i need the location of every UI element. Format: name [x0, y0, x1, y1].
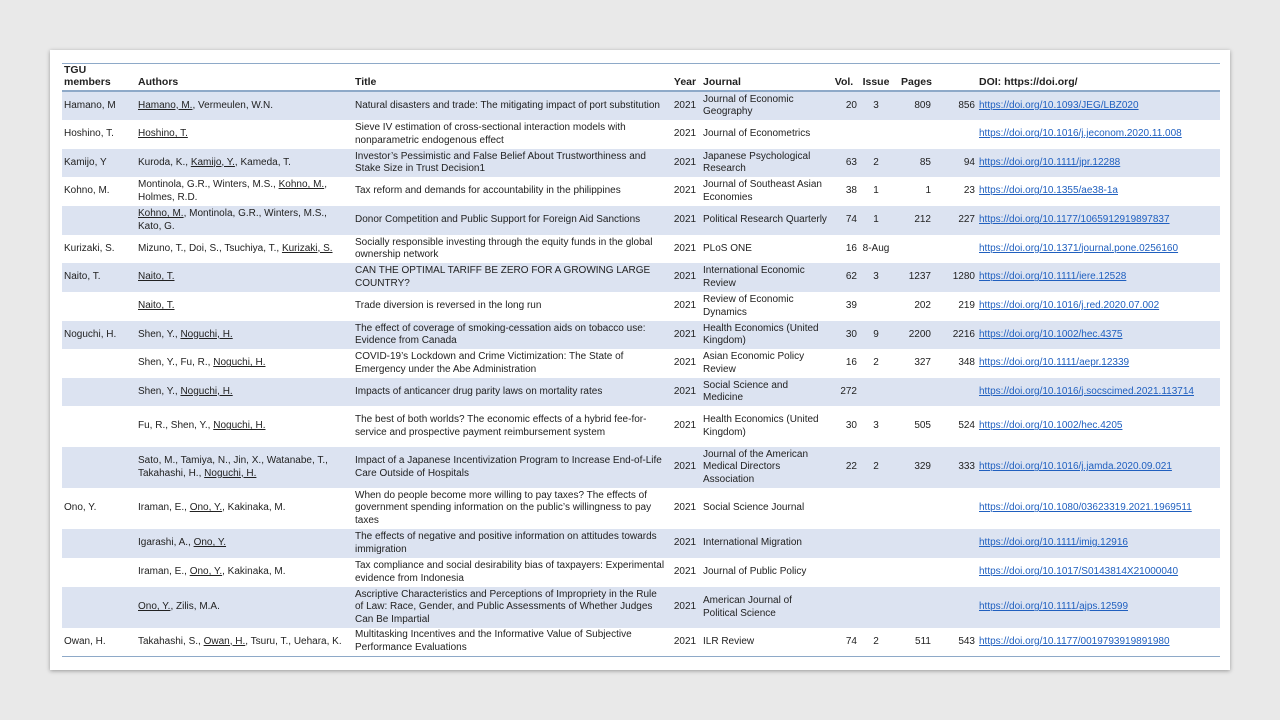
- page-end-cell: 1280: [933, 263, 977, 292]
- doi-link[interactable]: https://doi.org/10.1371/journal.pone.0256160: [979, 242, 1179, 254]
- tgu-author-name: Owan, H.: [203, 635, 246, 647]
- author-names: Iraman, E.,: [138, 566, 190, 578]
- tgu-author-name: Hoshino, T.: [138, 128, 188, 140]
- year-cell: 2021: [673, 300, 697, 312]
- title-cell: The effect of coverage of smoking-cessation aids on tobacco use: Evidence from Canada: [353, 321, 669, 349]
- tgu-author-name: Hamano, M.: [138, 99, 193, 111]
- member-cell: [62, 206, 136, 235]
- table-row: [62, 206, 1220, 235]
- doi-link[interactable]: https://doi.org/10.1177/0019793919891980: [979, 635, 1170, 647]
- journal-cell: American Journal of Political Science: [701, 587, 829, 628]
- author-names: Takahashi, S.,: [138, 635, 204, 647]
- year-cell: 2021: [669, 378, 701, 406]
- journal-cell: Social Science and Medicine: [701, 378, 829, 406]
- vol-cell: 30: [845, 420, 857, 432]
- page-end-cell: [933, 558, 977, 587]
- vol-cell: 63: [829, 149, 859, 177]
- journal-cell: Japanese Psychological Research: [701, 149, 829, 177]
- author-names: , Tsuru, T., Uehara, K.: [245, 635, 342, 647]
- doi-link[interactable]: https://doi.org/10.1111/ajps.12599: [979, 601, 1128, 613]
- member-cell: Kamijo, Y: [62, 149, 136, 177]
- page-start-cell: 212: [893, 206, 933, 235]
- year-cell: 2021: [669, 587, 701, 628]
- tgu-author-name: Ono, Y.: [189, 566, 223, 578]
- year-cell: 2021: [669, 263, 701, 292]
- authors-cell: [136, 321, 353, 349]
- page-end-cell: [933, 587, 977, 628]
- member-cell: [62, 447, 136, 488]
- journal-cell: Journal of Public Policy: [703, 566, 807, 578]
- vol-cell: 16: [845, 242, 857, 254]
- author-names: Shen, Y.,: [138, 328, 181, 340]
- vol-cell: 272: [829, 378, 859, 406]
- year-cell: 2021: [669, 529, 701, 558]
- title-cell: Impact of a Japanese Incentivization Program to Increase End-of-Life Care Outside of Hospitals: [353, 447, 669, 488]
- page-start-cell: 85: [893, 149, 933, 177]
- member-cell: Kurizaki, S.: [64, 242, 115, 254]
- table-row: [62, 447, 1220, 488]
- journal-cell: Asian Economic Policy Review: [703, 351, 805, 375]
- journal-cell: Review of Economic Dynamics: [703, 294, 794, 318]
- table-body: [62, 91, 1220, 656]
- header-title: Title: [353, 64, 669, 92]
- doi-cell: [977, 235, 1220, 263]
- authors-cell: [136, 447, 353, 488]
- member-cell: [62, 587, 136, 628]
- page-start-cell: 202: [914, 300, 931, 312]
- vol-cell: 74: [829, 206, 859, 235]
- doi-cell: [977, 529, 1220, 558]
- page-start-cell: 1: [925, 185, 931, 197]
- title-cell: Trade diversion is reversed in the long run: [355, 300, 542, 312]
- page-end-cell: 227: [933, 206, 977, 235]
- vol-cell: [829, 558, 859, 587]
- page-start-cell: 505: [914, 420, 931, 432]
- member-cell: [62, 349, 136, 378]
- doi-link[interactable]: https://doi.org/10.1111/imig.12916: [979, 537, 1128, 549]
- doi-cell: [977, 349, 1220, 378]
- member-cell: Ono, Y.: [64, 502, 97, 514]
- doi-cell: [977, 406, 1220, 447]
- doi-link[interactable]: https://doi.org/10.1355/ae38-1a: [979, 185, 1118, 197]
- page-start-cell: 327: [914, 357, 931, 369]
- issue-cell: [859, 488, 893, 529]
- page-end-cell: [933, 378, 977, 406]
- member-cell: Naito, T.: [62, 263, 136, 292]
- page-start-cell: [893, 120, 933, 149]
- authors-cell: [136, 349, 353, 378]
- tgu-author-name: Noguchi, H.: [213, 420, 266, 432]
- table-row: [62, 91, 1220, 120]
- title-cell: Impacts of anticancer drug parity laws on mortality rates: [353, 378, 669, 406]
- member-cell: [62, 558, 136, 587]
- doi-cell: [977, 378, 1220, 406]
- vol-cell: 62: [829, 263, 859, 292]
- table-row: [62, 149, 1220, 177]
- title-cell: The best of both worlds? The economic effects of a hybrid fee-for-service and prospective payment reimbursement system: [355, 414, 647, 438]
- author-names: Fu, R., Shen, Y.,: [138, 420, 214, 432]
- author-names: Igarashi, A.,: [138, 537, 194, 549]
- title-cell: Multitasking Incentives and the Informative Value of Subjective Performance Evaluations: [353, 628, 669, 656]
- year-cell: 2021: [673, 242, 697, 254]
- author-names: Kuroda, K.,: [138, 156, 191, 168]
- author-names: , Kameda, T.: [234, 156, 291, 168]
- title-cell: Donor Competition and Public Support for Foreign Aid Sanctions: [353, 206, 669, 235]
- doi-link[interactable]: https://doi.org/10.1111/jpr.12288: [979, 156, 1121, 168]
- page-end-cell: 856: [933, 91, 977, 120]
- header-authors: Authors: [136, 64, 353, 92]
- year-cell: 2021: [673, 357, 697, 369]
- journal-cell: Political Research Quarterly: [701, 206, 829, 235]
- authors-cell: [136, 587, 353, 628]
- author-names: Iraman, E.,: [138, 502, 190, 514]
- tgu-author-name: Noguchi, H.: [180, 328, 233, 340]
- journal-cell: International Economic Review: [701, 263, 829, 292]
- doi-link[interactable]: https://doi.org/10.1016/j.socscimed.2021.113714: [979, 385, 1194, 397]
- title-cell: Tax compliance and social desirability bias of taxpayers: Experimental evidence from Indonesia: [355, 560, 665, 584]
- doi-cell: [977, 558, 1220, 587]
- doi-cell: [977, 263, 1220, 292]
- author-names: Shen, Y., Fu, R.,: [138, 357, 214, 369]
- page-end-cell: 2216: [933, 321, 977, 349]
- table-row: [62, 406, 1220, 447]
- vol-cell: [829, 488, 859, 529]
- journal-cell: Health Economics (United Kingdom): [701, 321, 829, 349]
- page-start-cell: 2200: [893, 321, 933, 349]
- page-end-cell: 94: [933, 149, 977, 177]
- doi-link[interactable]: https://doi.org/10.1016/j.jamda.2020.09.021: [979, 461, 1172, 473]
- journal-cell: Journal of Southeast Asian Economies: [703, 179, 822, 203]
- authors-cell: [136, 91, 353, 120]
- issue-cell: [859, 529, 893, 558]
- table-row: [62, 263, 1220, 292]
- year-cell: 2021: [673, 128, 697, 140]
- table-header-row: [62, 64, 1220, 92]
- year-cell: 2021: [669, 321, 701, 349]
- author-names: , Kakinaka, M.: [222, 502, 286, 514]
- page-end-cell: 23: [963, 185, 975, 197]
- page-end-cell: 333: [933, 447, 977, 488]
- vol-cell: [829, 529, 859, 558]
- authors-cell: [136, 529, 353, 558]
- doi-cell: [977, 292, 1220, 321]
- page-end-cell: 219: [958, 300, 975, 312]
- header-doi: DOI: https://doi.org/: [977, 64, 1220, 92]
- page-start-cell: [893, 378, 933, 406]
- vol-cell: 39: [845, 300, 857, 312]
- doi-cell: [977, 447, 1220, 488]
- title-cell: Tax reform and demands for accountability in the philippines: [355, 185, 621, 197]
- authors-cell: [136, 292, 353, 321]
- issue-cell: 3: [859, 263, 893, 292]
- vol-cell: 74: [829, 628, 859, 656]
- doi-link[interactable]: https://doi.org/10.1080/03623319.2021.1969511: [979, 502, 1192, 514]
- author-names: , Holmes, R.D.: [138, 179, 327, 203]
- issue-cell: [859, 587, 893, 628]
- page-start-cell: 511: [893, 628, 933, 656]
- authors-cell: [136, 558, 353, 587]
- authors-cell: [136, 488, 353, 529]
- author-names: , Zilis, M.A.: [170, 601, 220, 613]
- journal-cell: Journal of Economic Geography: [701, 91, 829, 120]
- header-vol: Vol.: [829, 64, 859, 92]
- doi-link[interactable]: https://doi.org/10.1111/iere.12528: [979, 271, 1127, 283]
- doi-cell: [977, 587, 1220, 628]
- issue-cell: [859, 558, 893, 587]
- year-cell: 2021: [669, 91, 701, 120]
- member-cell: [62, 406, 136, 447]
- author-names: Sato, M., Tamiya, N., Jin, X., Watanabe, T., Takahashi, H.,: [138, 455, 328, 479]
- authors-cell: [136, 628, 353, 656]
- title-cell: Socially responsible investing through the equity funds in the global ownership network: [355, 236, 653, 260]
- tgu-author-name: Naito, T.: [138, 300, 175, 312]
- authors-cell: [136, 406, 353, 447]
- doi-link[interactable]: https://doi.org/10.1016/j.jeconom.2020.11.008: [979, 128, 1182, 140]
- title-cell: Sieve IV estimation of cross-sectional interaction models with nonparametric endogenous effect: [355, 122, 626, 146]
- journal-cell: ILR Review: [701, 628, 829, 656]
- author-names: Montinola, G.R., Winters, M.S.,: [138, 179, 279, 190]
- authors-cell: [136, 263, 353, 292]
- vol-cell: [829, 587, 859, 628]
- issue-cell: 2: [859, 149, 893, 177]
- author-names: , Montinola, G.R., Winters, M.S., Kato, G.: [138, 208, 327, 232]
- tgu-author-name: Ono, Y.: [193, 537, 227, 549]
- doi-cell: [977, 120, 1220, 149]
- table-row: [62, 587, 1220, 628]
- doi-link[interactable]: https://doi.org/10.1093/JEG/LBZ020: [979, 99, 1139, 111]
- table-row: [62, 529, 1220, 558]
- doi-link[interactable]: https://doi.org/10.1111/aepr.12339: [979, 357, 1130, 369]
- page-start-cell: 809: [893, 91, 933, 120]
- tgu-author-name: Naito, T.: [138, 271, 175, 283]
- issue-cell: [859, 292, 893, 321]
- issue-cell: 9: [859, 321, 893, 349]
- header-issue: Issue: [859, 64, 893, 92]
- authors-cell: [136, 120, 353, 149]
- table-row: [62, 488, 1220, 529]
- issue-cell: 2: [873, 357, 879, 369]
- issue-cell: [859, 120, 893, 149]
- vol-cell: 38: [845, 185, 857, 197]
- doi-cell: [977, 321, 1220, 349]
- title-cell: COVID-19’s Lockdown and Crime Victimization: The State of Emergency under the Abe Administration: [355, 351, 624, 375]
- issue-cell: 2: [859, 628, 893, 656]
- member-cell: [62, 378, 136, 406]
- author-names: , Vermeulen, W.N.: [192, 99, 274, 111]
- vol-cell: 16: [845, 357, 857, 369]
- page-start-cell: 1237: [893, 263, 933, 292]
- issue-cell: 3: [859, 91, 893, 120]
- title-cell: When do people become more willing to pay taxes? The effects of government spending information on the public’s willingness to pay taxes: [355, 489, 652, 526]
- page-end-cell: 524: [958, 420, 975, 432]
- doi-link[interactable]: https://doi.org/10.1177/1065912919897837: [979, 214, 1170, 226]
- issue-cell: 1: [873, 185, 879, 197]
- page-start-cell: [893, 529, 933, 558]
- authors-cell: [136, 149, 353, 177]
- vol-cell: 20: [829, 91, 859, 120]
- authors-cell: [136, 378, 353, 406]
- header-year: Year: [669, 64, 701, 92]
- header-tgu-members: TGU members: [62, 64, 136, 92]
- member-cell: [62, 292, 136, 321]
- author-names: Shen, Y.,: [138, 385, 181, 397]
- issue-cell: [859, 378, 893, 406]
- doi-link[interactable]: https://doi.org/10.1016/j.red.2020.07.002: [979, 300, 1160, 312]
- doi-cell: [977, 488, 1220, 529]
- page-start-cell: 329: [893, 447, 933, 488]
- tgu-author-name: Noguchi, H.: [180, 385, 233, 397]
- tgu-author-name: Noguchi, H.: [204, 467, 257, 479]
- title-cell: Ascriptive Characteristics and Perceptions of Impropriety in the Rule of Law: Race, Gender, and Public Assessments of Whether Judges Can Be Impartial: [353, 587, 669, 628]
- doi-cell: [977, 149, 1220, 177]
- issue-cell: 3: [873, 420, 879, 432]
- table-row: [62, 628, 1220, 656]
- vol-cell: 22: [829, 447, 859, 488]
- tgu-author-name: Ono, Y.: [138, 601, 171, 613]
- member-cell: Noguchi, H.: [62, 321, 136, 349]
- page-end-cell: [933, 120, 977, 149]
- tgu-author-name: Ono, Y.: [189, 502, 223, 514]
- doi-cell: [977, 206, 1220, 235]
- page-end-cell: [933, 235, 977, 263]
- member-cell: Hoshino, T.: [64, 128, 114, 140]
- doi-link[interactable]: https://doi.org/10.1017/S0143814X21000040: [979, 566, 1179, 578]
- authors-cell: [136, 206, 353, 235]
- journal-cell: Journal of Econometrics: [703, 128, 811, 140]
- tgu-author-name: Kohno, M.: [138, 208, 184, 219]
- title-cell: CAN THE OPTIMAL TARIFF BE ZERO FOR A GROWING LARGE COUNTRY?: [353, 263, 669, 292]
- header-journal: Journal: [701, 64, 829, 92]
- table-row: [62, 558, 1220, 587]
- year-cell: 2021: [673, 185, 697, 197]
- table-row: [62, 120, 1220, 149]
- page-end-cell: 543: [933, 628, 977, 656]
- year-cell: 2021: [673, 420, 697, 432]
- header-pages: Pages: [893, 64, 977, 92]
- table-row: [62, 235, 1220, 263]
- member-cell: Kohno, M.: [64, 185, 110, 197]
- journal-cell: Social Science Journal: [703, 502, 805, 514]
- member-cell: [62, 529, 136, 558]
- year-cell: 2021: [669, 628, 701, 656]
- authors-cell: [136, 235, 353, 263]
- authors-cell: [136, 177, 353, 206]
- tgu-author-name: Kohno, M.: [278, 179, 325, 190]
- page-end-cell: [933, 488, 977, 529]
- tgu-author-name: Kurizaki, S.: [281, 242, 333, 254]
- journal-cell: International Migration: [701, 529, 829, 558]
- page-end-cell: 348: [958, 357, 975, 369]
- doi-link[interactable]: https://doi.org/10.1002/hec.4375: [979, 328, 1123, 340]
- year-cell: 2021: [669, 447, 701, 488]
- tgu-author-name: Noguchi, H.: [213, 357, 266, 369]
- publications-table: [62, 63, 1220, 657]
- title-cell: Investor’s Pessimistic and False Belief About Trustworthiness and Stake Size in Trust Decision1: [353, 149, 669, 177]
- issue-cell: 1: [859, 206, 893, 235]
- journal-cell: Journal of the American Medical Directors Association: [701, 447, 829, 488]
- year-cell: 2021: [669, 206, 701, 235]
- year-cell: 2021: [673, 566, 697, 578]
- issue-cell: 8-Aug: [862, 242, 890, 254]
- vol-cell: 30: [829, 321, 859, 349]
- table-row: [62, 321, 1220, 349]
- page-end-cell: [933, 529, 977, 558]
- doi-cell: [977, 91, 1220, 120]
- title-cell: Natural disasters and trade: The mitigating impact of port substitution: [353, 91, 669, 120]
- year-cell: 2021: [669, 149, 701, 177]
- tgu-author-name: Kamijo, Y.: [190, 156, 235, 168]
- table-row: [62, 177, 1220, 206]
- member-cell: Owan, H.: [62, 628, 136, 656]
- author-names: Mizuno, T., Doi, S., Tsuchiya, T.,: [138, 242, 282, 254]
- vol-cell: [829, 120, 859, 149]
- doi-cell: [977, 628, 1220, 656]
- member-cell: Hamano, M: [62, 91, 136, 120]
- page-start-cell: [893, 488, 933, 529]
- page-start-cell: [893, 558, 933, 587]
- table-row: [62, 349, 1220, 378]
- title-cell: The effects of negative and positive information on attitudes towards immigration: [353, 529, 669, 558]
- doi-link[interactable]: https://doi.org/10.1002/hec.4205: [979, 420, 1123, 432]
- issue-cell: 2: [859, 447, 893, 488]
- slide: [50, 50, 1230, 670]
- table-row: [62, 292, 1220, 321]
- page-start-cell: [893, 587, 933, 628]
- doi-cell: [977, 177, 1220, 206]
- table-row: [62, 378, 1220, 406]
- page-start-cell: [893, 235, 933, 263]
- author-names: , Kakinaka, M.: [222, 566, 286, 578]
- year-cell: 2021: [673, 502, 697, 514]
- journal-cell: Health Economics (United Kingdom): [703, 414, 819, 438]
- journal-cell: PLoS ONE: [703, 242, 752, 254]
